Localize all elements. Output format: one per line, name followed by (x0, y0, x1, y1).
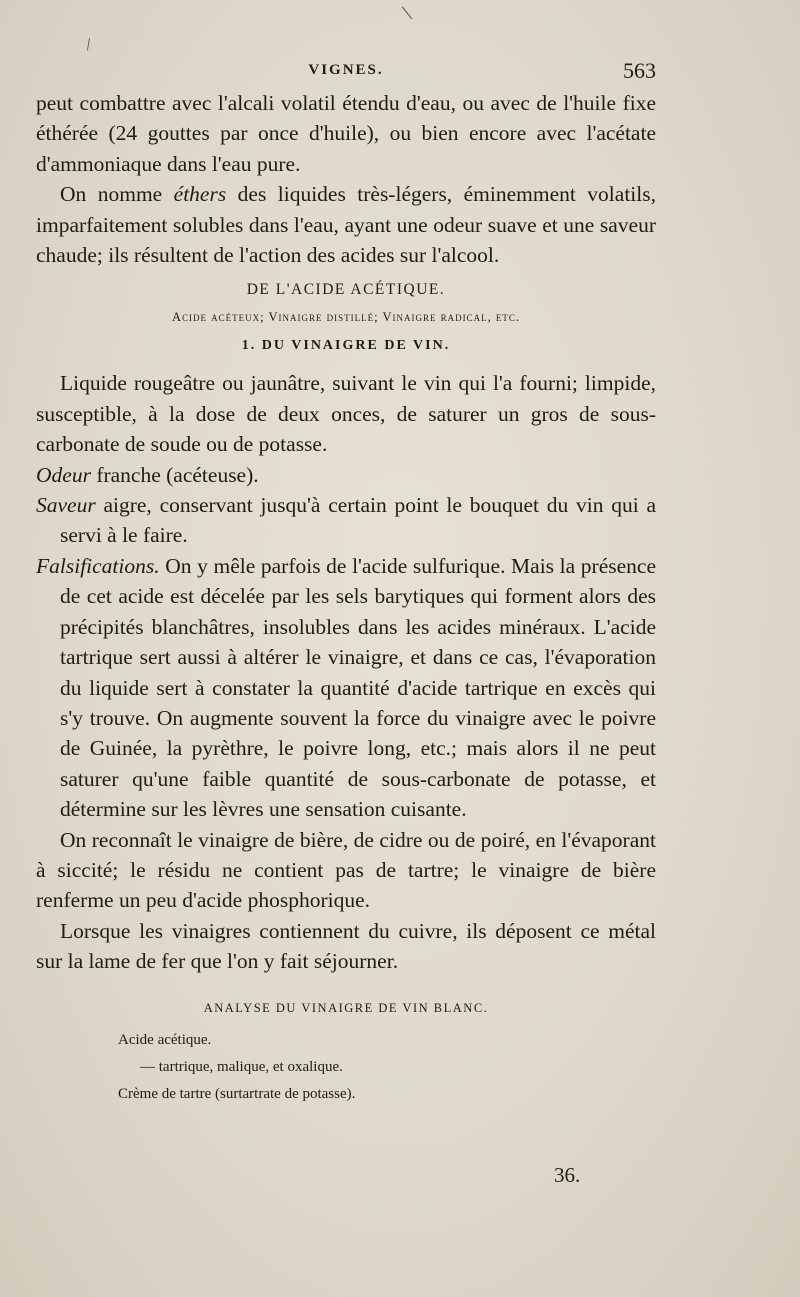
saveur-text: aigre, conservant jusqu'à certain point le bouquet du vin qui a servi à le faire. (60, 493, 656, 548)
analysis-title: ANALYSE DU VINAIGRE DE VIN BLANC. (203, 1000, 489, 1015)
term-ethers: éthers (173, 182, 227, 207)
paragraph-4: On reconnaît le vinaigre de bière, de cidre ou de poiré, en l'évaporant à siccité; le résidu ne contient pas de tartre; le vinaigre de bière renferme un peu d'acide phosphorique. (36, 827, 656, 913)
page-header (36, 60, 656, 88)
saveur-label: Saveur (36, 493, 96, 518)
paragraph-2-rest: des liquides très-légers, éminemment volatils, imparfaitement solubles dans l'eau, ayant une odeur suave et une saveur chaude; ils résultent de l'action des acides sur l'alcool. (36, 182, 656, 268)
odeur-text: franche (acéteuse). (90, 462, 259, 487)
section-title: DE L'ACIDE ACÉTIQUE. (246, 281, 446, 299)
paragraph-2-intro: On nomme (60, 182, 174, 207)
falsifications-entry (36, 551, 656, 825)
top-tick-mark: \ (399, 0, 415, 26)
page-number: 563 (623, 58, 656, 83)
paragraph-3: Liquide rougeâtre ou jaunâtre, suivant le vin qui l'a fourni; limpide, susceptible, à la dose de deux onces, de saturer un gros de sous-carbonate de soude ou de potasse. (36, 371, 656, 457)
paragraph-1: peut combattre avec l'alcali volatil étendu d'eau, ou avec de l'huile fixe éthérée (24 gouttes par once d'huile), ou bien encore avec l'acétate d'ammoniaque dans l'eau pure. (36, 91, 656, 176)
subsection-title: 1. DU VINAIGRE DE VIN. (241, 338, 451, 354)
running-head: VIGNES. (308, 62, 384, 78)
signature-mark: 36. (554, 1163, 581, 1187)
body-text (36, 88, 656, 1108)
odeur-entry (36, 460, 656, 490)
left-tick-mark: / (84, 33, 93, 55)
analysis-item: Acide acétique. (118, 1031, 212, 1048)
analysis-item: Crème de tartre (surtartrate de potasse). (118, 1085, 356, 1102)
analysis-list (36, 1027, 656, 1108)
falsifications-label: Falsifications. (36, 553, 160, 578)
section-subtitle: Acide acéteux; Vinaigre distillé; Vinaigre radical, etc. (171, 310, 521, 325)
paragraph-5: Lorsque les vinaigres contiennent du cuivre, ils déposent ce métal sur la lame de fer que l'on y fait séjourner. (36, 918, 656, 974)
saveur-entry (36, 490, 656, 551)
paragraph-2 (36, 179, 656, 270)
falsifications-text: On y mêle parfois de l'acide sulfurique. Mais la présence de cet acide est décelée par les sels barytiques qui forment alors des précipités blanchâtres, insolubles dans les acides minéraux. L'acide tartrique sert aussi à altérer le vinaigre, et dans ce cas, l'évaporation du liquide sert à constater la quantité d'acide tartrique en excès qui s'y trouve. On augmente souvent la force du vinaigre avec le poivre de Guinée, la pyrèthre, le poivre long, etc.; mais alors il ne peut saturer qu'une faible quantité de sous-carbonate de potasse, et détermine sur les lèvres une sensation cuisante. (60, 553, 656, 822)
odeur-label: Odeur (36, 462, 91, 487)
analysis-item: — tartrique, malique, et oxalique. (140, 1058, 343, 1075)
